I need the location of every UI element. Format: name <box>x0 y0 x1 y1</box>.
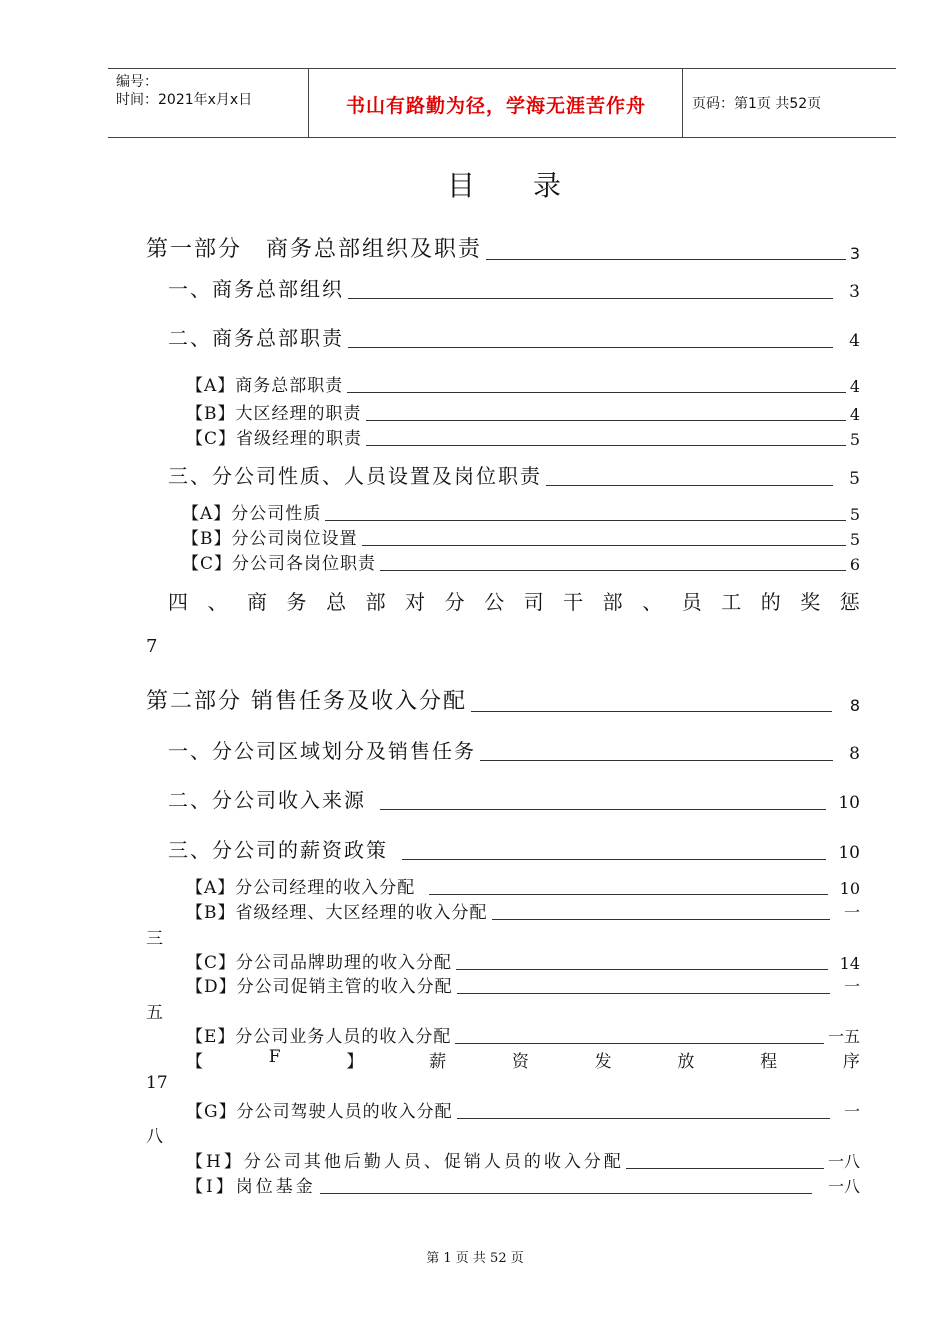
toc-entry-section[interactable] <box>168 834 860 863</box>
toc-entry-text: 【H】分公司其他后勤人员、促销人员的收入分配 <box>186 1152 624 1172</box>
leader-line <box>320 1193 812 1194</box>
toc-entry-text: 第二部分 销售任务及收入分配 <box>146 689 467 714</box>
leader-line <box>347 392 846 393</box>
toc-entry-text: 【B】大区经理的职责 <box>186 404 362 424</box>
toc-entry-subsection[interactable] <box>182 549 860 574</box>
toc-page-number-wrap: 五 <box>146 1003 163 1023</box>
toc-page-number-part: 一 <box>843 903 860 922</box>
toc-entry-char: 四 <box>168 590 188 614</box>
toc-page-number-wrap: 八 <box>146 1127 163 1147</box>
toc-entry-char: 干 <box>563 590 584 614</box>
toc-entry-char: 】 <box>346 1052 364 1072</box>
toc-entry-text: 第一部分 商务总部组织及职责 <box>146 237 483 262</box>
toc-entry-subsection[interactable] <box>186 972 860 997</box>
header-divider <box>682 69 683 137</box>
document-date-label: 时间：2021年x月x日 <box>116 92 253 108</box>
header-motto: 书山有路勤为径，学海无涯苦作舟 <box>345 95 646 117</box>
leader-line <box>362 545 846 546</box>
toc-page-number: 4 <box>849 377 860 396</box>
toc-page-number: 4 <box>849 331 860 351</box>
toc-entry-text: 【A】分公司性质 <box>182 504 322 524</box>
toc-entry-text: 【C】分公司各岗位职责 <box>182 554 377 574</box>
leader-line <box>471 711 832 712</box>
toc-page-number: 10 <box>838 843 860 863</box>
toc-entry-char: 放 <box>677 1052 695 1072</box>
toc-page-number: 10 <box>839 879 860 898</box>
toc-title: 目录 <box>446 169 619 202</box>
leader-line <box>456 969 828 970</box>
document-header <box>108 68 896 138</box>
leader-line <box>348 347 833 348</box>
leader-line <box>429 894 827 895</box>
toc-entry-char: 、 <box>642 590 663 614</box>
leader-line <box>348 298 833 299</box>
toc-entry-char: 商 <box>247 590 268 614</box>
toc-entry-section-justified[interactable] <box>168 586 860 615</box>
toc-entry-text: 【I】岗位基金 <box>186 1177 316 1197</box>
toc-entry-subsection[interactable] <box>186 873 860 898</box>
leader-line <box>492 919 830 920</box>
toc-entry-char: 的 <box>760 590 781 614</box>
toc-entry-char: 序 <box>842 1052 860 1072</box>
toc-page-number: 7 <box>146 636 158 657</box>
toc-page-number: 10 <box>838 793 860 813</box>
toc-entry-subsection[interactable] <box>186 399 860 424</box>
toc-entry-text: 【A】分公司经理的收入分配 <box>186 878 416 898</box>
toc-entry-char: 公 <box>484 590 505 614</box>
toc-entry-text: 二、商务总部职责 <box>168 326 344 350</box>
toc-page-number-part: 一 <box>843 1102 860 1121</box>
leader-line <box>455 1043 824 1044</box>
toc-entry-subsection[interactable] <box>186 371 860 396</box>
header-divider <box>308 69 309 137</box>
leader-line <box>366 420 846 421</box>
toc-entry-char: 务 <box>286 590 307 614</box>
toc-page-number: 4 <box>849 405 860 424</box>
toc-entry-section[interactable] <box>168 460 860 489</box>
toc-entry-subsection[interactable] <box>186 898 860 923</box>
toc-entry-char: 【 <box>186 1052 203 1072</box>
leader-line <box>457 993 830 994</box>
toc-page-number: 一八 <box>827 1152 860 1171</box>
toc-entry-subsection[interactable] <box>186 424 860 449</box>
toc-page-number: 5 <box>849 469 860 489</box>
toc-entry-text: 【C】分公司品牌助理的收入分配 <box>186 953 453 973</box>
toc-page-number: 17 <box>146 1073 168 1093</box>
toc-entry-text: 三、分公司的薪资政策 <box>168 838 388 862</box>
toc-entry-subsection[interactable] <box>186 1097 860 1122</box>
toc-page-number: 3 <box>849 244 860 263</box>
toc-entry-part[interactable] <box>146 684 860 715</box>
toc-entry-subsection[interactable] <box>186 1172 860 1197</box>
toc-page-number: 5 <box>849 505 860 524</box>
leader-line <box>402 859 826 860</box>
leader-line <box>380 570 846 571</box>
toc-page-number-part: 一 <box>843 977 860 996</box>
toc-entry-subsection[interactable] <box>186 948 860 973</box>
toc-entry-text: 【E】分公司业务人员的收入分配 <box>186 1027 452 1047</box>
toc-entry-subsection[interactable] <box>182 499 860 524</box>
toc-entry-text: 三、分公司性质、人员设置及岗位职责 <box>168 464 542 488</box>
leader-line <box>366 445 846 446</box>
toc-entry-char: 分 <box>444 590 465 614</box>
toc-page-number: 3 <box>849 282 860 302</box>
toc-entry-char: 工 <box>721 590 742 614</box>
toc-entry-section[interactable] <box>168 322 860 351</box>
toc-entry-text: 【C】省级经理的职责 <box>186 429 363 449</box>
toc-entry-text: 【D】分公司促销主管的收入分配 <box>186 977 453 997</box>
toc-entry-char: 总 <box>326 590 347 614</box>
toc-entry-char: 员 <box>681 590 702 614</box>
toc-entry-char: 、 <box>207 590 228 614</box>
toc-entry-text: 【G】分公司驾驶人员的收入分配 <box>186 1102 453 1122</box>
toc-page-number: 5 <box>849 530 860 549</box>
toc-entry-section[interactable] <box>168 273 860 302</box>
leader-line <box>480 760 833 761</box>
leader-line <box>380 809 826 810</box>
toc-page-number: 一八 <box>827 1177 860 1196</box>
toc-page-number: 8 <box>849 744 860 764</box>
toc-page-number: 6 <box>849 555 860 574</box>
leader-line <box>457 1118 830 1119</box>
toc-entry-text: 二、分公司收入来源 <box>168 788 366 812</box>
toc-entry-char: 发 <box>594 1052 612 1072</box>
toc-page-number: 5 <box>849 430 860 449</box>
toc-entry-subsection[interactable] <box>182 524 860 549</box>
leader-line <box>626 1168 824 1169</box>
toc-entry-subsection-justified[interactable] <box>186 1047 860 1072</box>
leader-line <box>486 259 846 260</box>
toc-entry-text: 【A】商务总部职责 <box>186 376 344 396</box>
toc-entry-text: 【B】省级经理、大区经理的收入分配 <box>186 903 488 923</box>
toc-entry-text: 一、商务总部组织 <box>168 277 344 301</box>
toc-entry-char: 司 <box>523 590 544 614</box>
toc-entry-char: 惩 <box>839 590 860 614</box>
toc-entry-text: 一、分公司区域划分及销售任务 <box>168 739 476 763</box>
toc-entry-char: 部 <box>365 590 386 614</box>
toc-entry-section[interactable] <box>168 784 860 813</box>
toc-entry-char: 部 <box>602 590 623 614</box>
toc-entry-section[interactable] <box>168 735 860 764</box>
toc-entry-char: 程 <box>760 1052 778 1072</box>
toc-entry-char: F <box>268 1047 281 1067</box>
header-page-info: 页码：第1页 共52页 <box>692 96 822 112</box>
leader-line <box>325 520 846 521</box>
toc-page-number: 一五 <box>827 1027 860 1046</box>
toc-entry-char: 薪 <box>429 1052 447 1072</box>
toc-entry-subsection[interactable] <box>186 1147 860 1172</box>
toc-page-number: 8 <box>849 696 860 715</box>
leader-line <box>546 485 833 486</box>
toc-entry-char: 资 <box>511 1052 529 1072</box>
page-footer: 第 1 页 共 52 页 <box>426 1251 524 1266</box>
toc-entry-subsection[interactable] <box>186 1022 860 1047</box>
toc-page-number-wrap: 三 <box>146 929 163 949</box>
toc-page-number: 14 <box>839 954 860 973</box>
toc-entry-char: 奖 <box>800 590 821 614</box>
toc-entry-char: 对 <box>405 590 426 614</box>
toc-entry-part[interactable] <box>146 232 860 263</box>
document-number-label: 编号： <box>116 74 158 90</box>
toc-entry-text: 【B】分公司岗位设置 <box>182 529 358 549</box>
